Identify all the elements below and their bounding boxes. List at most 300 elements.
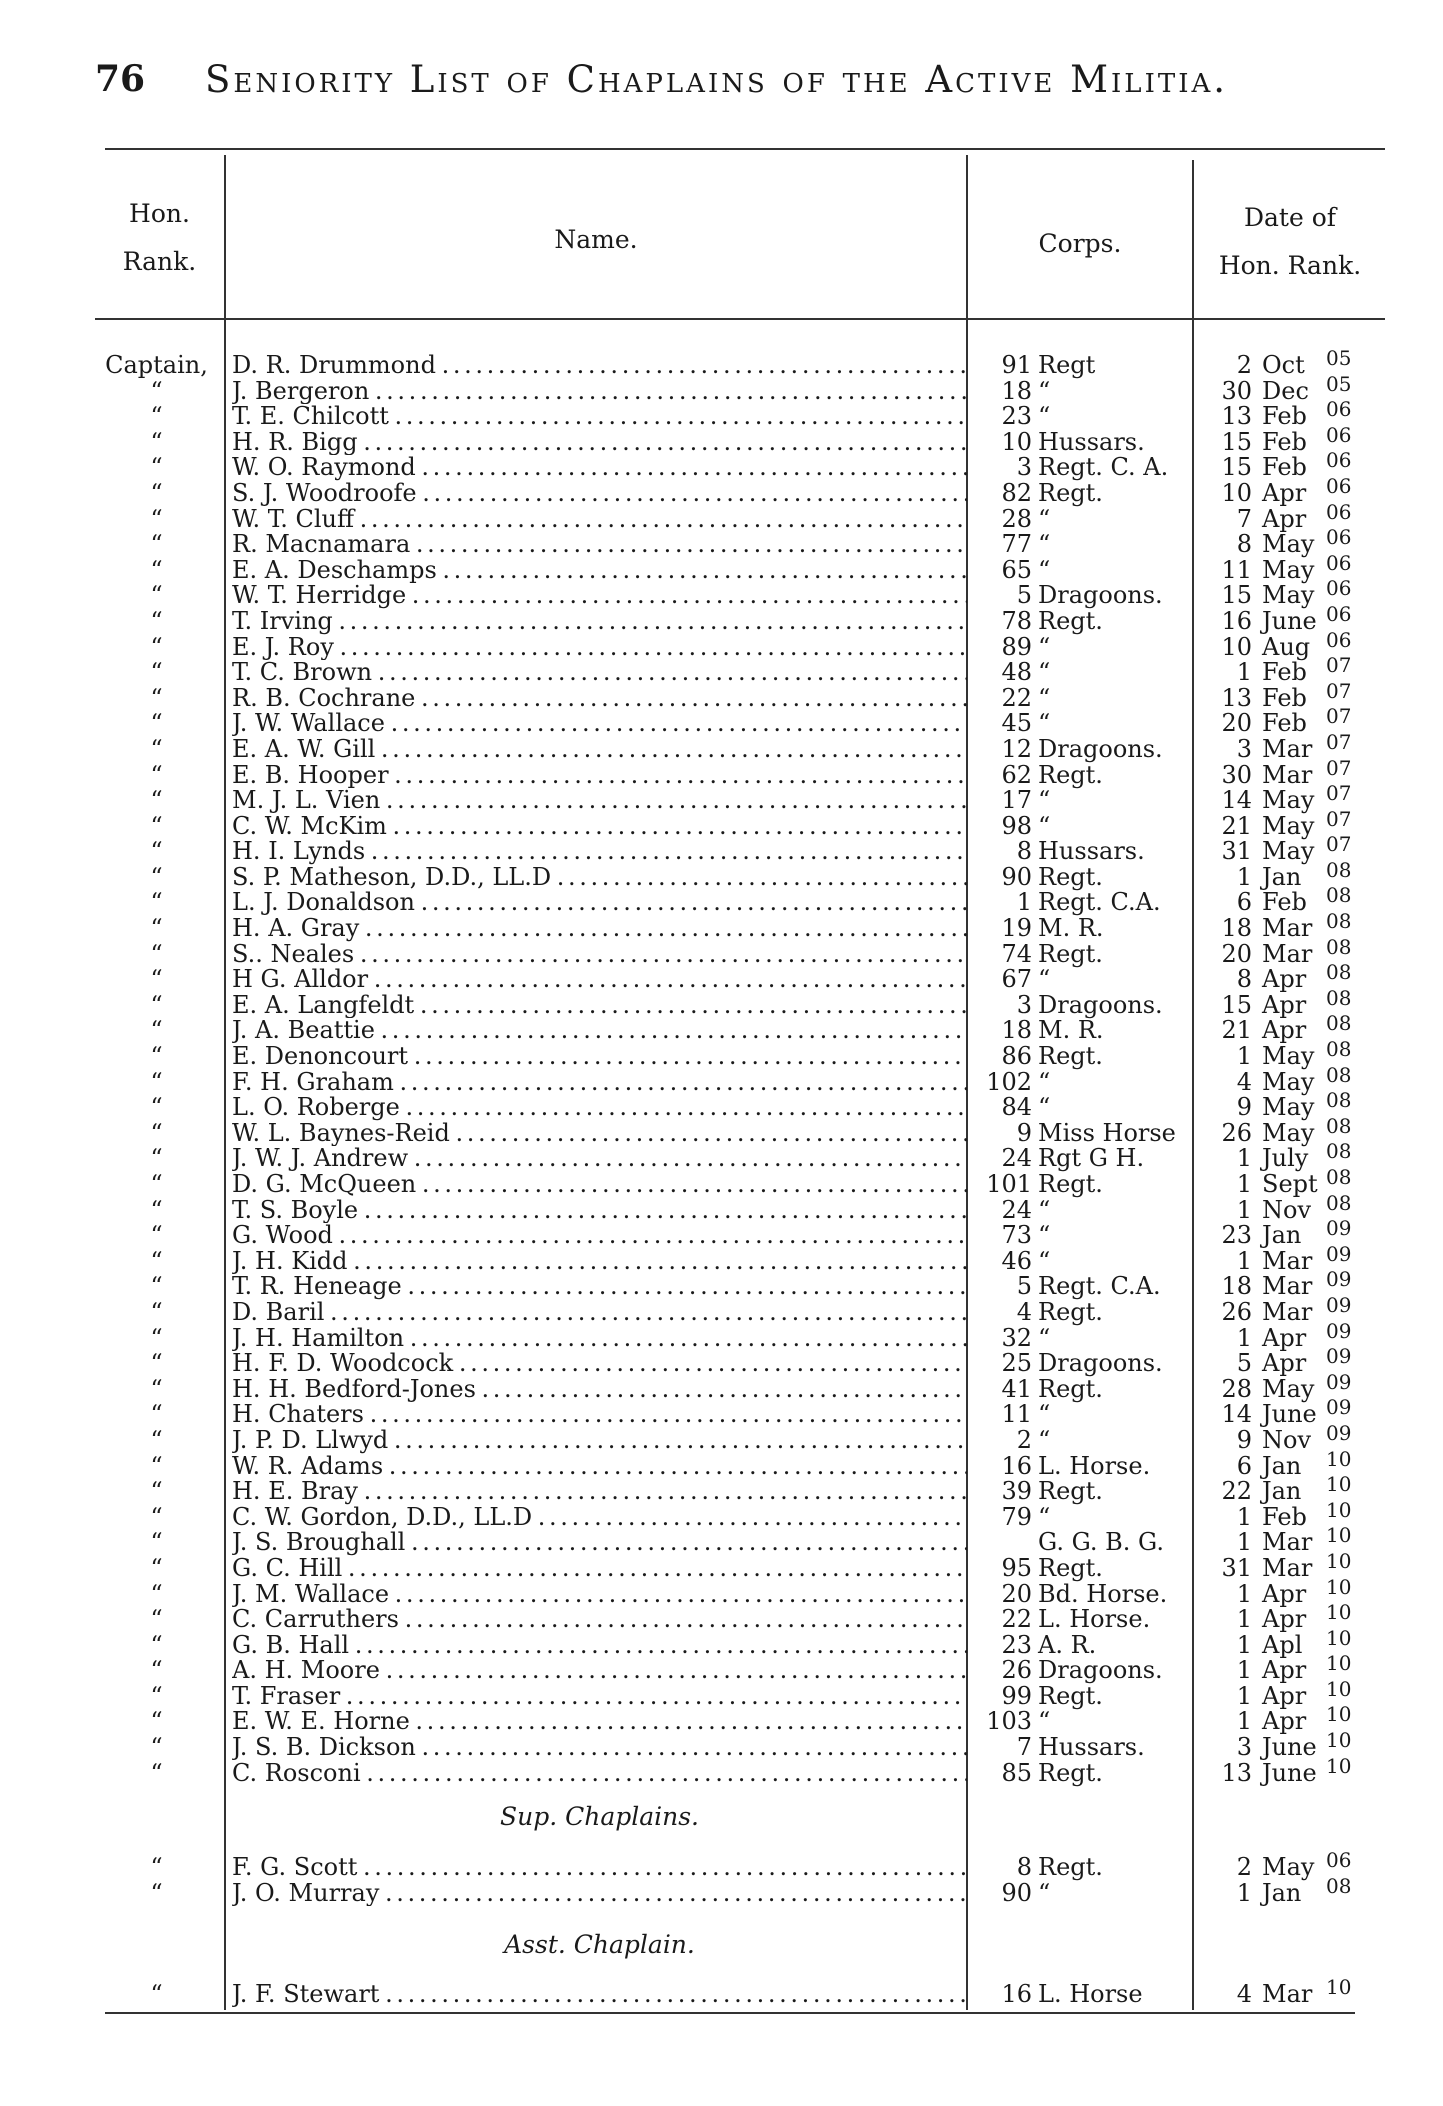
chaplain-name: W. L. Baynes-Reid . . . [232,1121,967,1147]
corps-unit: L. Horse. [1038,1451,1151,1480]
corps-unit: “ [1038,402,1051,431]
corps-number: 1 [1016,888,1032,917]
date-month: Apr [1262,1681,1307,1710]
hon-rank: “ [150,1681,163,1710]
chaplain-name: D. R. Drummond . . . [232,353,967,379]
date-month: Mar [1262,1553,1313,1582]
date-day: 22 [1221,1477,1252,1506]
hon-rank: “ [150,1980,163,2008]
corps-unit: Miss Horse [1038,1118,1176,1147]
corps-number: 89 [1001,632,1032,661]
corps-number: 74 [1001,939,1032,968]
page-number: 76 [95,58,146,100]
corps-number: 24 [1001,1144,1032,1173]
chaplain-name: J. W. Wallace . . . [232,711,967,737]
date-year: 08 [1326,1011,1352,1036]
corps-number: 82 [1001,478,1032,507]
corps-number: 25 [1001,1349,1032,1378]
date-year: 10 [1326,1975,1352,1999]
date-month: Mar [1262,1297,1313,1326]
table-row [0,422,1443,456]
chaplain-name: H. E. Bray . . . [232,1479,967,1505]
corps-unit: M. R. [1038,914,1104,943]
corps-number: 20 [1001,1579,1032,1608]
table-row [0,1062,1443,1096]
chaplain-name: J. S. B. Dickson . . . [232,1735,967,1761]
chaplain-name: R. B. Cochrane . . . [232,686,967,712]
table-row [0,1139,1443,1173]
chaplain-name: H. R. Bigg . . . [232,430,967,456]
hon-rank: “ [150,683,163,712]
date-day: 1 [1236,1042,1252,1071]
date-month: Mar [1262,1528,1313,1557]
date-month: Jan [1262,1221,1302,1250]
date-year: 09 [1326,1395,1352,1420]
chaplain-name: J. F. Stewart . . . [232,1982,967,2008]
date-year: 10 [1326,1625,1352,1650]
date-year: 10 [1326,1574,1352,1599]
date-month: Mar [1262,1246,1313,1275]
corps-unit: “ [1038,786,1051,815]
corps-unit: “ [1038,376,1051,405]
table-row [0,1369,1443,1403]
corps-number: 12 [1001,734,1032,763]
chaplain-name: S. J. Woodroofe . . . [232,481,967,507]
table-row [0,1472,1443,1506]
table-row [0,1728,1443,1762]
corps-number: 17 [1001,786,1032,815]
corps-unit: “ [1038,1425,1051,1454]
table-row [0,1651,1443,1685]
corps-number: 77 [1001,530,1032,559]
corps-number: 79 [1001,1502,1032,1531]
chaplain-name: C. W. Gordon, D.D., LL.D . . . [232,1505,967,1531]
table-row [0,1702,1443,1736]
hon-rank: “ [150,453,163,482]
date-month: Apr [1262,1656,1307,1685]
table-row [0,1344,1443,1378]
date-month: Dec [1262,376,1309,405]
date-year: 06 [1326,550,1352,575]
corps-unit: Regt. [1038,1297,1103,1326]
date-year: 05 [1326,371,1352,396]
corps-number: 10 [1001,427,1032,456]
table-row [0,1446,1443,1480]
chaplain-name: E. W. E. Horne . . . [232,1709,967,1735]
corps-unit: “ [1038,965,1051,994]
date-year: 07 [1326,755,1352,780]
corps-number: 3 [1016,453,1032,482]
corps-number: 91 [1001,351,1032,379]
table-row [0,1548,1443,1582]
corps-unit: “ [1038,504,1051,533]
hon-rank: “ [150,1016,163,1045]
date-day: 13 [1221,1758,1252,1787]
date-year: 10 [1326,1600,1352,1625]
chaplain-name: W. R. Adams . . . [232,1454,967,1480]
date-month: June [1262,1733,1317,1762]
corps-unit: “ [1038,1067,1051,1096]
date-month: Apr [1262,965,1307,994]
hon-rank: “ [150,478,163,507]
chaplain-name: C. W. McKim . . . [232,814,967,840]
date-day: 1 [1236,1878,1252,1907]
chaplains-list [0,346,1443,1787]
chaplain-name: H. Chaters . . . [232,1402,967,1428]
corps-unit: “ [1038,1707,1051,1736]
date-year: 06 [1326,448,1352,473]
date-day: 30 [1221,760,1252,789]
date-month: Oct [1262,351,1305,379]
date-year: 08 [1326,883,1352,908]
table-row [0,473,1443,507]
table-row [0,1190,1443,1224]
hon-rank: “ [150,709,163,738]
header-date-line1: Date of [1243,203,1337,232]
date-day: 5 [1236,1349,1252,1378]
hon-rank: “ [150,1323,163,1352]
date-month: May [1262,837,1315,866]
corps-number: 78 [1001,606,1032,635]
corps-number: 26 [1001,1656,1032,1685]
corps-unit: Regt [1038,351,1096,379]
chaplain-name: C. Carruthers . . . [232,1607,967,1633]
date-month: Apr [1262,1579,1307,1608]
corps-unit: Regt. [1038,1477,1103,1506]
date-day: 23 [1221,1221,1252,1250]
chaplain-name: W. T. Herridge . . . [232,583,967,609]
hon-rank: “ [150,504,163,533]
date-month: Apr [1262,1016,1307,1045]
corps-unit: “ [1038,1502,1051,1531]
table-row [0,1113,1443,1147]
table-row [0,1318,1443,1352]
corps-number: 9 [1016,1118,1032,1147]
date-year: 08 [1326,1165,1352,1189]
table-row [0,909,1443,943]
table-row [0,1848,1443,1881]
corps-number: 67 [1001,965,1032,994]
table-row [0,1292,1443,1326]
hon-rank: “ [150,427,163,456]
hon-rank: “ [150,1374,163,1403]
date-day: 16 [1221,606,1252,635]
date-day: 1 [1236,1246,1252,1275]
chaplain-name: J. H. Hamilton . . . [232,1326,967,1352]
table-row [0,832,1443,866]
corps-number: 48 [1001,658,1032,687]
chaplain-name: R. Macnamara . . . [232,532,967,558]
header-corps: Corps. [1038,229,1122,258]
date-month: Apr [1262,478,1307,507]
corps-unit: Regt. [1038,1853,1103,1881]
date-day: 31 [1221,837,1252,866]
date-day: 21 [1221,811,1252,840]
date-day: 18 [1221,914,1252,943]
hon-rank: “ [150,837,163,866]
date-day: 7 [1236,504,1252,533]
table-row [0,576,1443,610]
chaplain-name: T. R. Heneage . . . [232,1274,967,1300]
date-month: May [1262,811,1315,840]
corps-number: 103 [986,1707,1032,1736]
date-day: 15 [1221,581,1252,610]
date-month: May [1262,581,1315,610]
chaplain-name: F. H. Graham . . . [232,1070,967,1096]
date-day: 13 [1221,683,1252,712]
date-year: 06 [1326,1848,1352,1872]
table-row [0,550,1443,584]
date-day: 1 [1236,862,1252,891]
table-row [0,755,1443,789]
date-day: 14 [1221,786,1252,815]
date-month: May [1262,1067,1315,1096]
corps-unit: Regt. [1038,1374,1103,1403]
corps-unit: Dragoons. [1038,1656,1163,1685]
date-day: 20 [1221,939,1252,968]
date-day: 14 [1221,1400,1252,1429]
date-year: 09 [1326,1292,1352,1317]
date-day: 2 [1236,351,1252,379]
corps-number: 22 [1001,683,1032,712]
date-day: 6 [1236,888,1252,917]
corps-unit: “ [1038,1878,1051,1907]
chaplain-name: J. W. J. Andrew . . . [232,1146,967,1172]
date-year: 10 [1326,1548,1352,1573]
date-year: 10 [1326,1676,1352,1701]
hon-rank: “ [150,1630,163,1659]
table-row [0,601,1443,635]
corps-number: 8 [1016,837,1032,866]
date-month: June [1262,1758,1317,1787]
chaplain-name: J. Bergeron . . . [232,379,967,405]
date-month: Mar [1262,1272,1313,1301]
chaplain-name: T. Fraser . . . [232,1684,967,1710]
date-month: Apr [1262,504,1307,533]
chaplain-name: E. A. W. Gill . . . [232,737,967,763]
hon-rank: “ [150,1656,163,1685]
corps-number: 22 [1001,1605,1032,1634]
hon-rank: “ [150,1118,163,1147]
table-row [0,806,1443,840]
date-year: 08 [1326,1873,1352,1898]
date-month: Feb [1262,427,1307,456]
date-year: 08 [1326,857,1352,882]
corps-unit: Dragoons. [1038,990,1163,1019]
corps-number: 2 [1016,1425,1032,1454]
corps-unit: “ [1038,1323,1051,1352]
date-year: 10 [1326,1728,1352,1753]
hon-rank: “ [150,1579,163,1608]
corps-unit: L. Horse [1038,1980,1143,2008]
corps-number: 99 [1001,1681,1032,1710]
hon-rank: “ [150,1477,163,1506]
corps-number: 4 [1016,1297,1032,1326]
chaplain-name: H G. Alldor . . . [232,967,967,993]
bottom-rule [105,2012,1355,2014]
corps-number: 62 [1001,760,1032,789]
corps-unit: Regt. [1038,1681,1103,1710]
date-year: 08 [1326,1190,1352,1215]
date-year: 08 [1326,934,1352,959]
table-row [0,678,1443,712]
date-month: Feb [1262,888,1307,917]
date-month: Jan [1262,1477,1302,1506]
corps-unit: Regt. [1038,939,1103,968]
corps-unit: “ [1038,1246,1051,1275]
date-day: 1 [1236,1144,1252,1173]
date-day: 3 [1236,734,1252,763]
hon-rank: “ [150,811,163,840]
date-month: May [1262,786,1315,815]
date-year: 08 [1326,985,1352,1010]
chaplain-name: J. M. Wallace . . . [232,1582,967,1608]
date-month: Nov [1262,1425,1312,1454]
corps-number: 84 [1001,1093,1032,1122]
corps-number: 16 [1001,1980,1032,2008]
hon-rank: “ [150,888,163,917]
corps-number: 46 [1001,1246,1032,1275]
table-row [0,371,1443,405]
table-row [0,1523,1443,1557]
table-row [0,1216,1443,1250]
table-row [0,499,1443,533]
corps-unit: “ [1038,1400,1051,1429]
chaplain-name: D. Baril . . . [232,1300,967,1326]
hon-rank: “ [150,1195,163,1224]
hon-rank: “ [150,1605,163,1634]
hon-rank: “ [150,965,163,994]
header-rank-line1: Hon. [129,199,190,228]
corps-number: 23 [1001,1630,1032,1659]
corps-number: 32 [1001,1323,1032,1352]
hon-rank: “ [150,402,163,431]
date-month: Apr [1262,1323,1307,1352]
hon-rank: “ [150,1297,163,1326]
date-month: Jan [1262,1878,1302,1907]
date-month: Mar [1262,1980,1313,2008]
header-rank [95,190,224,286]
date-year: 09 [1326,1216,1352,1241]
date-year: 07 [1326,653,1352,678]
table-row [0,934,1443,968]
chaplain-name: H. F. D. Woodcock . . . [232,1351,967,1377]
corps-number: 5 [1016,1272,1032,1301]
date-year: 06 [1326,525,1352,550]
hon-rank: “ [150,1349,163,1378]
table-row [0,729,1443,763]
corps-number: 18 [1001,1016,1032,1045]
chaplain-name: H. I. Lynds . . . [232,839,967,865]
date-day: 1 [1236,1630,1252,1659]
corps-unit: Dragoons. [1038,1349,1163,1378]
table-row [0,1676,1443,1710]
chaplain-name: J. A. Beattie . . . [232,1018,967,1044]
date-day: 30 [1221,376,1252,405]
hon-rank: “ [150,1093,163,1122]
date-month: Feb [1262,1502,1307,1531]
date-month: Apr [1262,990,1307,1019]
date-day: 18 [1221,1272,1252,1301]
asst-chaplain-list [0,1975,1443,2008]
chaplain-name: E. Denoncourt . . . [232,1044,967,1070]
hon-rank: “ [150,1170,163,1198]
corps-number: 18 [1001,376,1032,405]
date-month: Mar [1262,939,1313,968]
chaplain-name: C. Rosconi . . . [232,1761,967,1787]
table-row [0,960,1443,994]
table-row [0,1497,1443,1531]
date-year: 08 [1326,1139,1352,1164]
corps-number: 11 [1001,1400,1032,1429]
corps-number: 28 [1001,504,1032,533]
date-day: 28 [1221,1374,1252,1403]
hon-rank: “ [150,1758,163,1787]
corps-unit: “ [1038,1195,1051,1224]
date-year: 06 [1326,576,1352,601]
corps-unit: Regt. [1038,862,1103,891]
date-month: May [1262,555,1315,584]
date-year: 09 [1326,1369,1352,1394]
corps-unit: Regt. [1038,1170,1103,1198]
date-day: 26 [1221,1297,1252,1326]
corps-number: 65 [1001,555,1032,584]
date-month: Feb [1262,709,1307,738]
corps-number: 16 [1001,1451,1032,1480]
sup-section-title: Sup. Chaplains. [499,1802,700,1831]
header-rank-line2: Rank. [122,247,197,276]
chaplain-name: D. G. McQueen . . . [232,1172,967,1198]
table-row [0,1395,1443,1429]
corps-unit: Regt. [1038,1042,1103,1071]
date-day: 10 [1221,632,1252,661]
table-row [0,704,1443,738]
corps-number: 86 [1001,1042,1032,1071]
hon-rank: “ [150,914,163,943]
date-month: Feb [1262,658,1307,687]
chaplain-name: J. P. D. Llwyd . . . [232,1428,967,1454]
date-month: May [1262,1374,1315,1403]
corps-unit: Regt. [1038,606,1103,635]
date-month: Mar [1262,914,1313,943]
date-year: 06 [1326,397,1352,422]
chaplain-name: S. P. Matheson, D.D., LL.D . . . [232,865,967,891]
date-day: 31 [1221,1553,1252,1582]
corps-unit: Regt. C. A. [1038,453,1169,482]
date-year: 08 [1326,1062,1352,1087]
date-day: 1 [1236,1170,1252,1198]
chaplain-name: S.. Neales . . . [232,942,967,968]
date-day: 1 [1236,1707,1252,1736]
date-year: 09 [1326,1344,1352,1369]
date-day: 1 [1236,658,1252,687]
date-day: 1 [1236,1656,1252,1685]
table-row [0,781,1443,815]
table-row [0,397,1443,431]
date-year: 10 [1326,1446,1352,1471]
corps-unit: G. G. B. G. [1038,1528,1164,1557]
corps-number: 3 [1016,990,1032,1019]
header-date [1194,194,1386,290]
date-month: Nov [1262,1195,1312,1224]
corps-unit: “ [1038,709,1051,738]
table-row [0,1574,1443,1608]
date-month: May [1262,530,1315,559]
corps-number: 90 [1001,862,1032,891]
corps-number: 24 [1001,1195,1032,1224]
asst-section-title: Asst. Chaplain. [504,1930,695,1959]
table-row [0,1037,1443,1071]
